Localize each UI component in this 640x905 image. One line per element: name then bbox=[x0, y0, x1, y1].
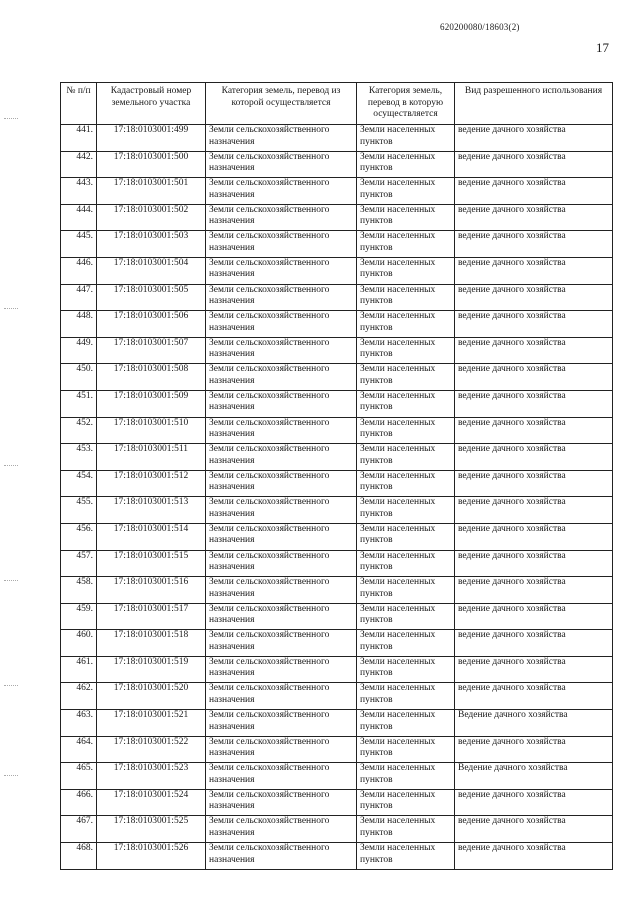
cell-category-from: Земли сельскохозяйственного назначения bbox=[206, 390, 357, 417]
cell-category-to: Земли населенных пунктов bbox=[357, 178, 455, 205]
cell-category-to: Земли населенных пунктов bbox=[357, 151, 455, 178]
cell-permitted-use: ведение дачного хозяйства bbox=[455, 390, 613, 417]
table-row bbox=[61, 683, 613, 710]
cell-category-from: Земли сельскохозяйственного назначения bbox=[206, 577, 357, 604]
cell-permitted-use: Ведение дачного хозяйства bbox=[455, 710, 613, 737]
cell-cadastral-number: 17:18:0103001:504 bbox=[97, 257, 206, 284]
cell-category-to: Земли населенных пунктов bbox=[357, 231, 455, 258]
cell-number: 460. bbox=[61, 630, 97, 657]
cell-number: 454. bbox=[61, 470, 97, 497]
cell-cadastral-number: 17:18:0103001:514 bbox=[97, 523, 206, 550]
table-row bbox=[61, 550, 613, 577]
margin-mark bbox=[4, 465, 18, 467]
cell-category-from: Земли сельскохозяйственного назначения bbox=[206, 630, 357, 657]
cell-cadastral-number: 17:18:0103001:520 bbox=[97, 683, 206, 710]
cell-permitted-use: ведение дачного хозяйства bbox=[455, 417, 613, 444]
cell-permitted-use: ведение дачного хозяйства bbox=[455, 125, 613, 152]
cell-number: 448. bbox=[61, 311, 97, 338]
cell-number: 462. bbox=[61, 683, 97, 710]
cell-category-from: Земли сельскохозяйственного назначения bbox=[206, 603, 357, 630]
cell-category-to: Земли населенных пунктов bbox=[357, 577, 455, 604]
cell-permitted-use: ведение дачного хозяйства bbox=[455, 231, 613, 258]
cell-permitted-use: ведение дачного хозяйства bbox=[455, 550, 613, 577]
cell-number: 468. bbox=[61, 843, 97, 870]
cell-category-to: Земли населенных пунктов bbox=[357, 257, 455, 284]
cell-cadastral-number: 17:18:0103001:523 bbox=[97, 763, 206, 790]
cell-category-to: Земли населенных пунктов bbox=[357, 630, 455, 657]
table-row bbox=[61, 656, 613, 683]
table-header-row bbox=[61, 83, 613, 125]
cell-category-to: Земли населенных пунктов bbox=[357, 390, 455, 417]
cell-number: 453. bbox=[61, 444, 97, 471]
cell-category-from: Земли сельскохозяйственного назначения bbox=[206, 151, 357, 178]
cell-category-to: Земли населенных пунктов bbox=[357, 763, 455, 790]
cell-permitted-use: ведение дачного хозяйства bbox=[455, 736, 613, 763]
cell-category-from: Земли сельскохозяйственного назначения bbox=[206, 444, 357, 471]
cell-category-from: Земли сельскохозяйственного назначения bbox=[206, 789, 357, 816]
cell-cadastral-number: 17:18:0103001:521 bbox=[97, 710, 206, 737]
table-body bbox=[61, 125, 613, 870]
cell-cadastral-number: 17:18:0103001:525 bbox=[97, 816, 206, 843]
cell-category-from: Земли сельскохозяйственного назначения bbox=[206, 364, 357, 391]
table-row bbox=[61, 523, 613, 550]
cell-permitted-use: ведение дачного хозяйства bbox=[455, 497, 613, 524]
cell-number: 457. bbox=[61, 550, 97, 577]
cell-category-from: Земли сельскохозяйственного назначения bbox=[206, 683, 357, 710]
cell-permitted-use: ведение дачного хозяйства bbox=[455, 816, 613, 843]
cell-cadastral-number: 17:18:0103001:522 bbox=[97, 736, 206, 763]
table-row bbox=[61, 710, 613, 737]
cell-number: 458. bbox=[61, 577, 97, 604]
cell-category-from: Земли сельскохозяйственного назначения bbox=[206, 523, 357, 550]
header-permitted-use: Вид разрешенного использования bbox=[455, 83, 613, 125]
cell-category-to: Земли населенных пунктов bbox=[357, 497, 455, 524]
cell-cadastral-number: 17:18:0103001:506 bbox=[97, 311, 206, 338]
cell-number: 444. bbox=[61, 204, 97, 231]
cell-permitted-use: ведение дачного хозяйства bbox=[455, 257, 613, 284]
cell-number: 443. bbox=[61, 178, 97, 205]
cell-cadastral-number: 17:18:0103001:509 bbox=[97, 390, 206, 417]
cell-category-to: Земли населенных пунктов bbox=[357, 204, 455, 231]
cell-cadastral-number: 17:18:0103001:507 bbox=[97, 337, 206, 364]
cell-cadastral-number: 17:18:0103001:516 bbox=[97, 577, 206, 604]
cell-category-to: Земли населенных пунктов bbox=[357, 816, 455, 843]
table-row bbox=[61, 390, 613, 417]
cell-number: 441. bbox=[61, 125, 97, 152]
cell-category-to: Земли населенных пунктов bbox=[357, 656, 455, 683]
cell-category-to: Земли населенных пунктов bbox=[357, 789, 455, 816]
cell-cadastral-number: 17:18:0103001:505 bbox=[97, 284, 206, 311]
table-row bbox=[61, 231, 613, 258]
cell-category-to: Земли населенных пунктов bbox=[357, 470, 455, 497]
cell-number: 461. bbox=[61, 656, 97, 683]
table-row bbox=[61, 843, 613, 870]
table-row bbox=[61, 630, 613, 657]
cell-cadastral-number: 17:18:0103001:510 bbox=[97, 417, 206, 444]
margin-mark bbox=[4, 685, 18, 687]
cell-permitted-use: ведение дачного хозяйства bbox=[455, 364, 613, 391]
cell-category-to: Земли населенных пунктов bbox=[357, 364, 455, 391]
cell-cadastral-number: 17:18:0103001:508 bbox=[97, 364, 206, 391]
header-category-to: Категория земель, перевод в которую осуществляется bbox=[357, 83, 455, 125]
cell-cadastral-number: 17:18:0103001:526 bbox=[97, 843, 206, 870]
table-row bbox=[61, 497, 613, 524]
cell-category-to: Земли населенных пунктов bbox=[357, 550, 455, 577]
cell-permitted-use: ведение дачного хозяйства bbox=[455, 630, 613, 657]
cell-cadastral-number: 17:18:0103001:501 bbox=[97, 178, 206, 205]
cell-number: 442. bbox=[61, 151, 97, 178]
cell-category-to: Земли населенных пунктов bbox=[357, 736, 455, 763]
cell-number: 446. bbox=[61, 257, 97, 284]
cell-category-to: Земли населенных пунктов bbox=[357, 710, 455, 737]
cell-number: 450. bbox=[61, 364, 97, 391]
cell-number: 449. bbox=[61, 337, 97, 364]
cell-permitted-use: ведение дачного хозяйства bbox=[455, 284, 613, 311]
table-row bbox=[61, 125, 613, 152]
cell-cadastral-number: 17:18:0103001:502 bbox=[97, 204, 206, 231]
table-row bbox=[61, 178, 613, 205]
header-number: № п/п bbox=[61, 83, 97, 125]
cell-number: 447. bbox=[61, 284, 97, 311]
cell-category-from: Земли сельскохозяйственного назначения bbox=[206, 337, 357, 364]
cell-cadastral-number: 17:18:0103001:518 bbox=[97, 630, 206, 657]
header-cadastral-number: Кадастровый номер земельного участка bbox=[97, 83, 206, 125]
table-row bbox=[61, 603, 613, 630]
table-row bbox=[61, 204, 613, 231]
cell-number: 445. bbox=[61, 231, 97, 258]
table-row bbox=[61, 284, 613, 311]
cell-permitted-use: ведение дачного хозяйства bbox=[455, 470, 613, 497]
cell-number: 466. bbox=[61, 789, 97, 816]
table-row bbox=[61, 789, 613, 816]
cell-permitted-use: ведение дачного хозяйства bbox=[455, 789, 613, 816]
cell-cadastral-number: 17:18:0103001:500 bbox=[97, 151, 206, 178]
cell-permitted-use: ведение дачного хозяйства bbox=[455, 178, 613, 205]
cell-category-to: Земли населенных пунктов bbox=[357, 843, 455, 870]
document-code: 620200080/18603(2) bbox=[440, 22, 520, 32]
cell-number: 456. bbox=[61, 523, 97, 550]
cell-category-from: Земли сельскохозяйственного назначения bbox=[206, 656, 357, 683]
cell-category-from: Земли сельскохозяйственного назначения bbox=[206, 710, 357, 737]
cell-category-from: Земли сельскохозяйственного назначения bbox=[206, 417, 357, 444]
cell-number: 452. bbox=[61, 417, 97, 444]
cell-category-from: Земли сельскохозяйственного назначения bbox=[206, 550, 357, 577]
table-row bbox=[61, 763, 613, 790]
cell-number: 451. bbox=[61, 390, 97, 417]
cell-category-to: Земли населенных пунктов bbox=[357, 683, 455, 710]
cell-category-from: Земли сельскохозяйственного назначения bbox=[206, 178, 357, 205]
table-row bbox=[61, 577, 613, 604]
cell-cadastral-number: 17:18:0103001:524 bbox=[97, 789, 206, 816]
cell-permitted-use: ведение дачного хозяйства bbox=[455, 603, 613, 630]
cell-category-to: Земли населенных пунктов bbox=[357, 603, 455, 630]
cell-permitted-use: ведение дачного хозяйства bbox=[455, 577, 613, 604]
table-row bbox=[61, 257, 613, 284]
cell-category-from: Земли сельскохозяйственного назначения bbox=[206, 843, 357, 870]
cell-number: 464. bbox=[61, 736, 97, 763]
margin-mark bbox=[4, 118, 18, 120]
cell-number: 459. bbox=[61, 603, 97, 630]
cell-category-from: Земли сельскохозяйственного назначения bbox=[206, 736, 357, 763]
cell-cadastral-number: 17:18:0103001:512 bbox=[97, 470, 206, 497]
cell-category-from: Земли сельскохозяйственного назначения bbox=[206, 816, 357, 843]
cell-category-to: Земли населенных пунктов bbox=[357, 125, 455, 152]
cell-category-from: Земли сельскохозяйственного назначения bbox=[206, 497, 357, 524]
land-plots-table bbox=[60, 82, 613, 870]
cell-cadastral-number: 17:18:0103001:515 bbox=[97, 550, 206, 577]
cell-category-to: Земли населенных пунктов bbox=[357, 311, 455, 338]
cell-permitted-use: Ведение дачного хозяйства bbox=[455, 763, 613, 790]
cell-cadastral-number: 17:18:0103001:513 bbox=[97, 497, 206, 524]
cell-category-from: Земли сельскохозяйственного назначения bbox=[206, 125, 357, 152]
cell-permitted-use: ведение дачного хозяйства bbox=[455, 151, 613, 178]
cell-category-to: Земли населенных пунктов bbox=[357, 284, 455, 311]
cell-category-to: Земли населенных пунктов bbox=[357, 337, 455, 364]
cell-cadastral-number: 17:18:0103001:511 bbox=[97, 444, 206, 471]
cell-category-from: Земли сельскохозяйственного назначения bbox=[206, 470, 357, 497]
cell-permitted-use: ведение дачного хозяйства bbox=[455, 843, 613, 870]
cell-permitted-use: ведение дачного хозяйства bbox=[455, 444, 613, 471]
cell-permitted-use: ведение дачного хозяйства bbox=[455, 656, 613, 683]
table-row bbox=[61, 151, 613, 178]
margin-mark bbox=[4, 308, 18, 310]
cell-category-from: Земли сельскохозяйственного назначения bbox=[206, 763, 357, 790]
cell-category-from: Земли сельскохозяйственного назначения bbox=[206, 231, 357, 258]
cell-number: 465. bbox=[61, 763, 97, 790]
table-row bbox=[61, 417, 613, 444]
cell-cadastral-number: 17:18:0103001:519 bbox=[97, 656, 206, 683]
table-row bbox=[61, 311, 613, 338]
margin-mark bbox=[4, 775, 18, 777]
cell-cadastral-number: 17:18:0103001:499 bbox=[97, 125, 206, 152]
cell-permitted-use: ведение дачного хозяйства bbox=[455, 523, 613, 550]
table-row bbox=[61, 337, 613, 364]
table-row bbox=[61, 816, 613, 843]
cell-permitted-use: ведение дачного хозяйства bbox=[455, 337, 613, 364]
table-row bbox=[61, 736, 613, 763]
cell-cadastral-number: 17:18:0103001:503 bbox=[97, 231, 206, 258]
cell-permitted-use: ведение дачного хозяйства bbox=[455, 683, 613, 710]
table-row bbox=[61, 444, 613, 471]
table-row bbox=[61, 364, 613, 391]
cell-number: 467. bbox=[61, 816, 97, 843]
cell-category-from: Земли сельскохозяйственного назначения bbox=[206, 204, 357, 231]
cell-category-to: Земли населенных пунктов bbox=[357, 444, 455, 471]
cell-category-from: Земли сельскохозяйственного назначения bbox=[206, 284, 357, 311]
cell-permitted-use: ведение дачного хозяйства bbox=[455, 204, 613, 231]
table-row bbox=[61, 470, 613, 497]
margin-mark bbox=[4, 580, 18, 582]
cell-permitted-use: ведение дачного хозяйства bbox=[455, 311, 613, 338]
cell-number: 455. bbox=[61, 497, 97, 524]
cell-category-from: Земли сельскохозяйственного назначения bbox=[206, 311, 357, 338]
header-category-from: Категория земель, перевод из которой осуществляется bbox=[206, 83, 357, 125]
cell-category-to: Земли населенных пунктов bbox=[357, 523, 455, 550]
cell-category-from: Земли сельскохозяйственного назначения bbox=[206, 257, 357, 284]
cell-cadastral-number: 17:18:0103001:517 bbox=[97, 603, 206, 630]
cell-number: 463. bbox=[61, 710, 97, 737]
page-number: 17 bbox=[596, 40, 609, 55]
cell-category-to: Земли населенных пунктов bbox=[357, 417, 455, 444]
